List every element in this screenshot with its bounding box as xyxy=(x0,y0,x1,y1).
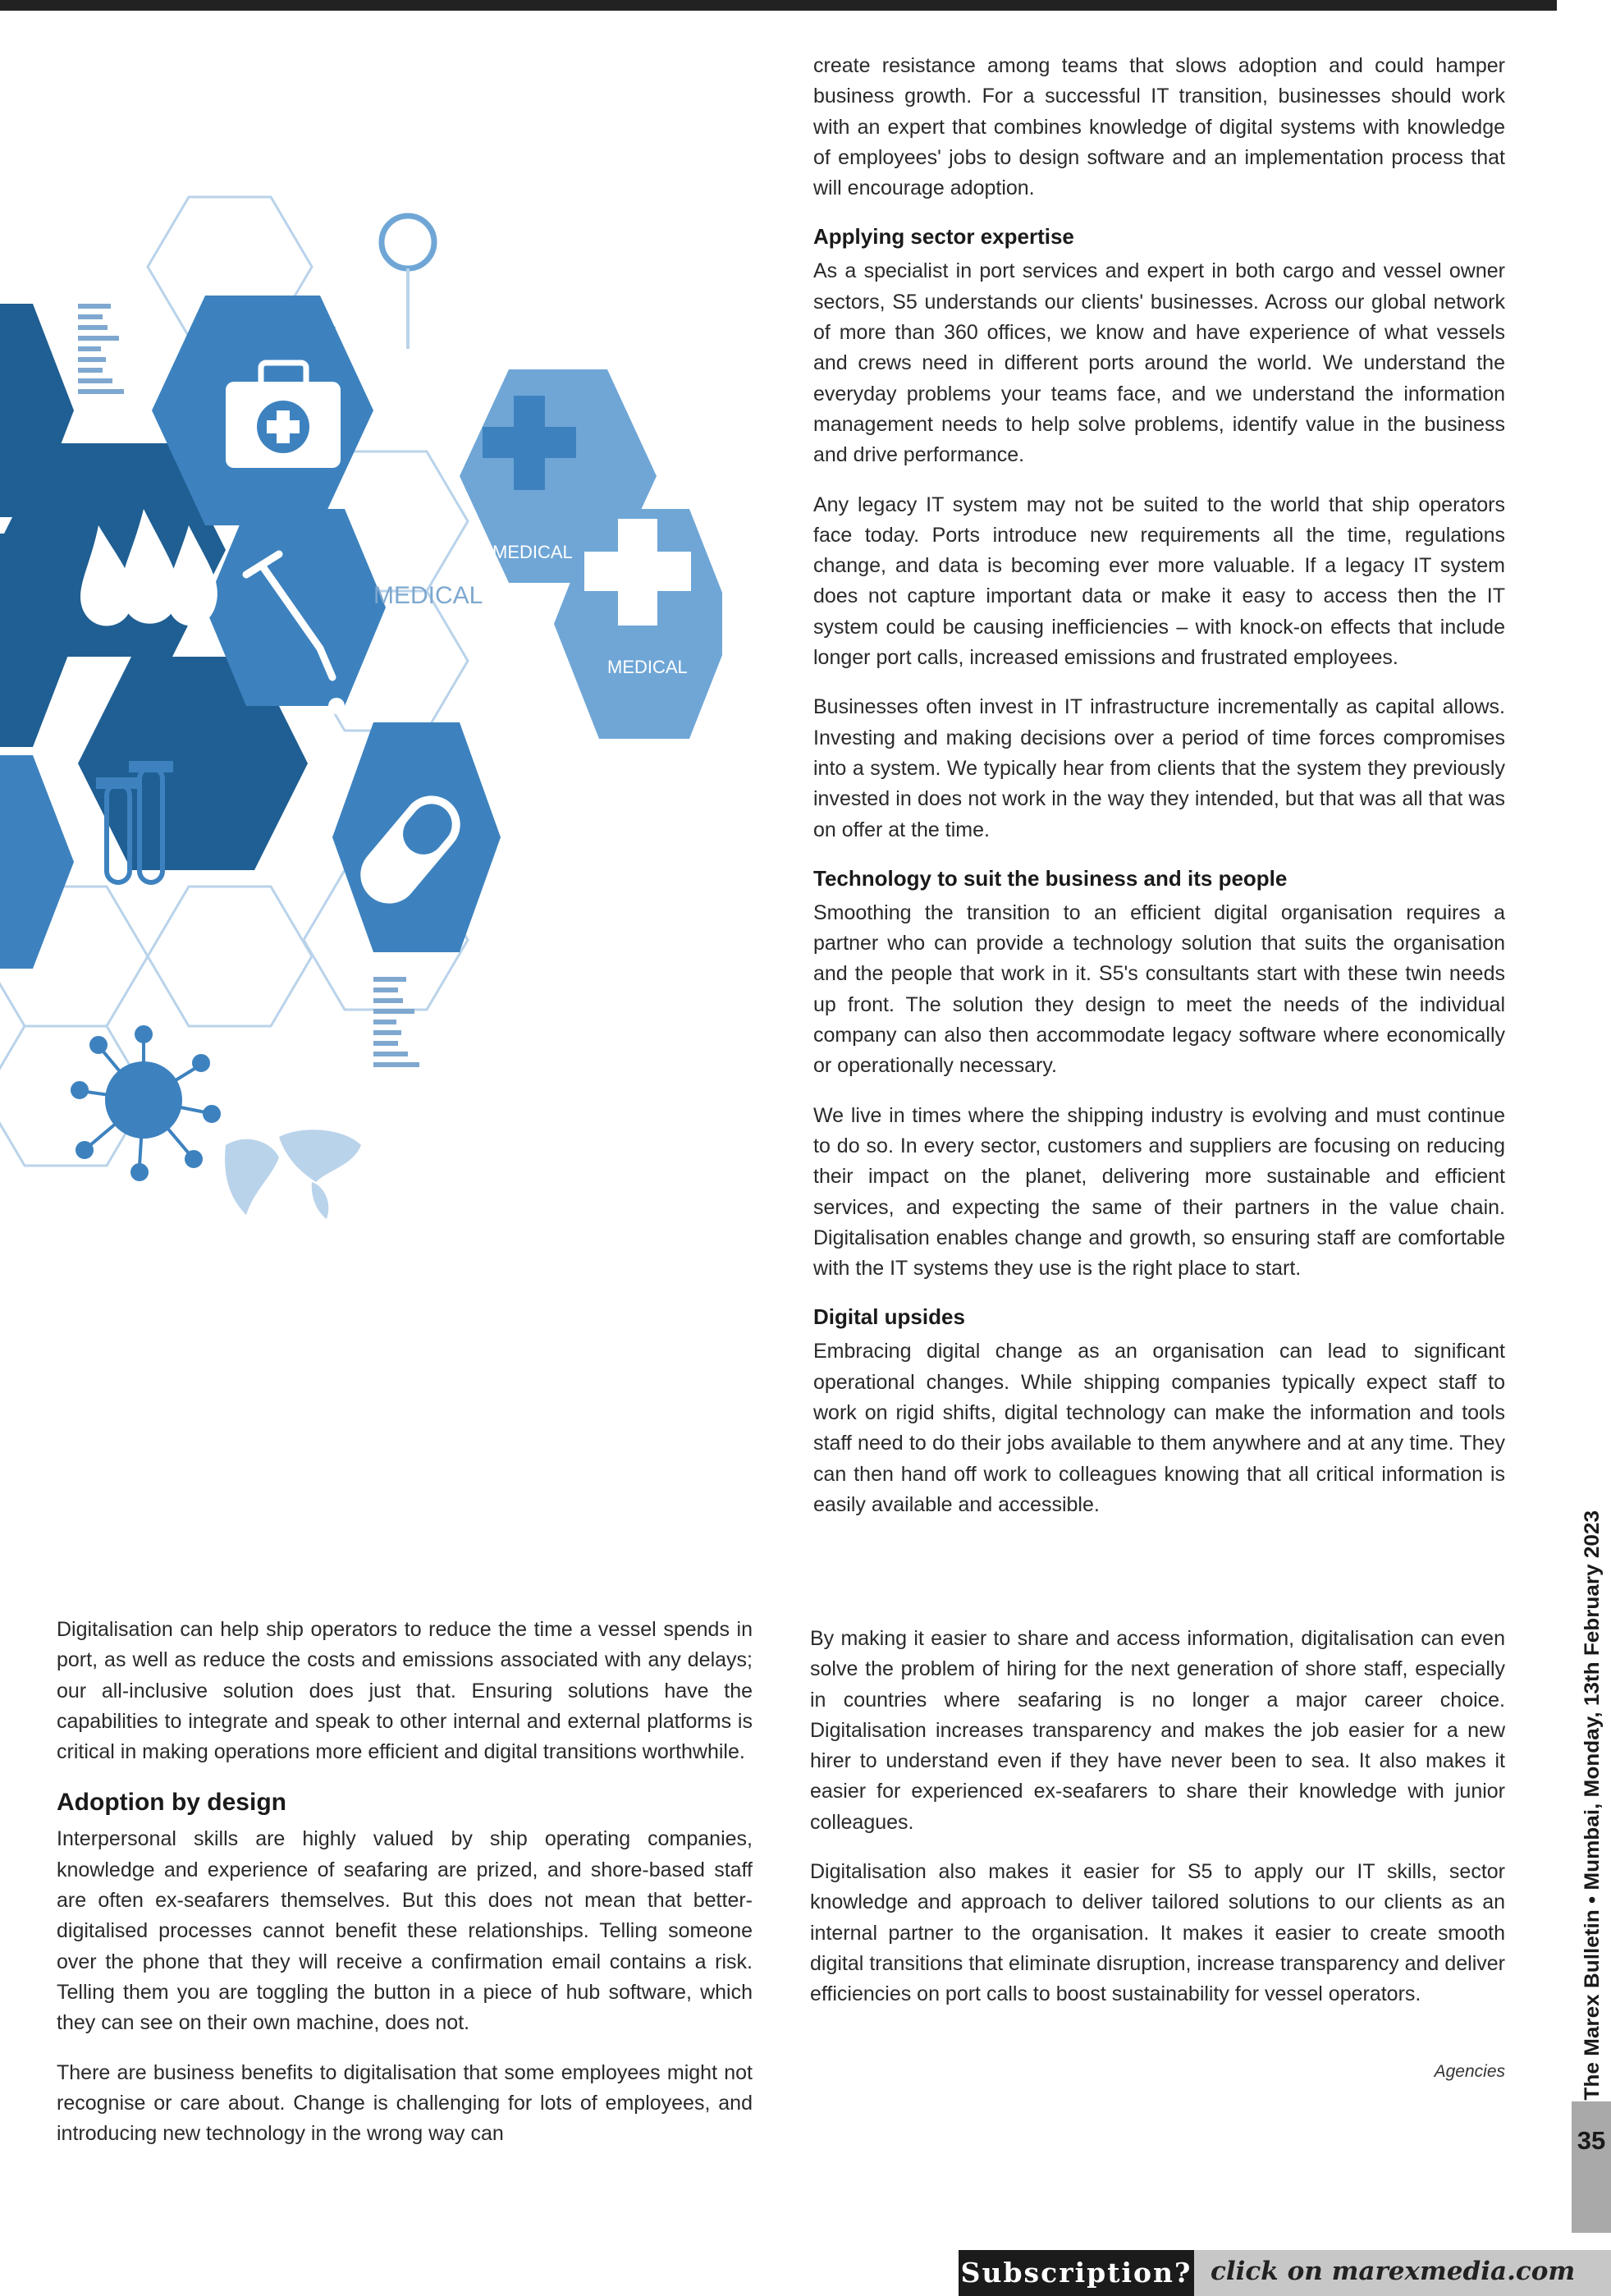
publication-line: • The Marex Bulletin • Mumbai, Monday, 13th February 2023 xyxy=(1581,1536,1604,2114)
medical-hexagon-illustration xyxy=(0,181,722,1272)
medical-label-2: MEDICAL xyxy=(373,582,483,609)
paragraph-tech-2: We live in times where the shipping industry is evolving and must continue to do so. In every sector, customers and suppliers are focusing on reducing their impact on the planet, delivering more sustainable and efficient services, and expecting the same of their partners in the value chain. Digitalisation enables change and growth, so ensuring staff are comfortable with the IT systems they use is the right place to start. xyxy=(813,1103,1505,1281)
publication-sidebar xyxy=(1574,1506,1607,2114)
medical-label-3: MEDICAL xyxy=(492,542,573,562)
paragraph-left-3: There are business benefits to digitalisation that some employees might not recognise or care about. Change is challenging for lots of employees, and introducing new technology in the wrong way can xyxy=(57,2060,753,2146)
heading-adoption: Adoption by design xyxy=(57,1789,286,1817)
paragraph-digital-2: By making it easier to share and access information, digitalisation can even solve the problem of hiring for the next generation of shore staff, especially in countries where seafaring is no longer a major career choice. Digitalisation increases transparency and makes the job easier for a new hirer to understand even if they have never been to sea. It also makes it easier for experienced ex-seafarers to share their knowledge with junior colleagues. xyxy=(810,1627,1505,1834)
left-column xyxy=(57,1615,753,2168)
top-rule xyxy=(0,0,1557,11)
heading-digital-upsides: Digital upsides xyxy=(813,1304,965,1330)
world-map-icon xyxy=(225,1130,361,1219)
medical-label-1: MEDICAL xyxy=(234,308,336,333)
heading-technology: Technology to suit the business and its people xyxy=(813,865,1288,891)
marexmedia-link[interactable]: click on marexmedia.com xyxy=(1194,2250,1611,2296)
label-list-top xyxy=(78,304,124,394)
paragraph-left-2: Interpersonal skills are highly valued by ship operating companies, knowledge and experience of seafaring are prized, and shore-based staff are often ex-seafarers themselves. But this does not mean that better-digitalised processes cannot benefit these relationships. Telling someone over the phone that they will receive a confirmation email contains a risk. Telling them you are toggling the button in a piece of hub software, which they can see on their own machine, does not. xyxy=(57,1827,753,2035)
virus-icon xyxy=(72,1027,219,1180)
right-column-upper xyxy=(813,51,1505,1539)
page-number-tab xyxy=(1572,2101,1611,2233)
paragraph-digital-3: Digitalisation also makes it easier for S5 to apply our IT skills, sector knowledge and approach to deliver tailored solutions to our clients as an internal partner to the organisation. It makes it easier to create smooth digital transitions that eliminate disruption, increase transparency and deliver efficiencies on port calls to boost sustainability for vessel operators. xyxy=(810,1860,1505,2006)
paragraph-digital-1: Embracing digital change as an organisation can lead to significant operational changes. While shipping companies typically expect staff to work on rigid shifts, digital technology can make the information and tools staff need to do their jobs available to them anywhere and at any time. They can then hand off work to colleagues knowing that all critical information is easily available and accessible. xyxy=(813,1340,1505,1516)
subscription-banner xyxy=(959,2250,1611,2296)
ring-pin-icon xyxy=(382,216,434,349)
paragraph-tech-1: Smoothing the transition to an efficient digital organisation requires a partner who can provide a technology solution that suits the organisation and the people that work in it. S5's consultants start with these twin needs up front. The solution they design to meet the needs of the individual company can also then accommodate legacy software where economically or operationally necessary. xyxy=(813,901,1505,1078)
paragraph-sector-1: As a specialist in port services and expert in both cargo and vessel owner sectors, S5 understands our clients' businesses. Across our global network of more than 360 offices, we know and have experience of what vessels and crews need in different ports around the world. We understand the everyday problems your teams face, and we understand the information management needs to help solve problems, identify value in the business and drive performance. xyxy=(813,259,1505,467)
page-number: 35 xyxy=(1577,2126,1606,2155)
medical-label-4: MEDICAL xyxy=(607,657,688,677)
label-list-bottom xyxy=(373,977,419,1067)
paragraph-sector-2: Any legacy IT system may not be suited to the world that ship operators face today. Ports introduce new requirements all the time, regulations change, and data is becoming ever more valuable. If a legacy IT system does not capture important data or make it easy to access then the IT system could be causing inefficiencies – with knock-on effects that include longer port calls, increased emissions and frustrated employees. xyxy=(813,493,1505,670)
paragraph-left-1: Digitalisation can help ship operators to reduce the time a vessel spends in port, as well as reduce the costs and emissions associated with any delays; our all-inclusive solution does just that. Ensuring solutions have the capabilities to integrate and speak to other internal and external platforms is critical in making operations more efficient and digital transitions worthwhile. xyxy=(57,1618,753,1764)
paragraph-sector-3: Businesses often invest in IT infrastructure incrementally as capital allows. Investing and making decisions over a period of time forces compromises into a system. We typically hear from clients that the system they previously invested in does not work in the way they intended, but that was all that was on offer at the time. xyxy=(813,695,1505,841)
heading-sector-expertise: Applying sector expertise xyxy=(813,224,1074,250)
credit-agencies: Agencies xyxy=(1434,2062,1505,2081)
right-column-lower xyxy=(810,1624,1505,2029)
subscription-label: Subscription? xyxy=(959,2250,1194,2296)
paragraph-intro: create resistance among teams that slows adoption and could hamper business growth. For a successful IT transition, businesses should work with an expert that combines knowledge of digital systems with knowledge of employees' jobs to design software and an implementation process that will encourage adoption. xyxy=(813,54,1505,200)
